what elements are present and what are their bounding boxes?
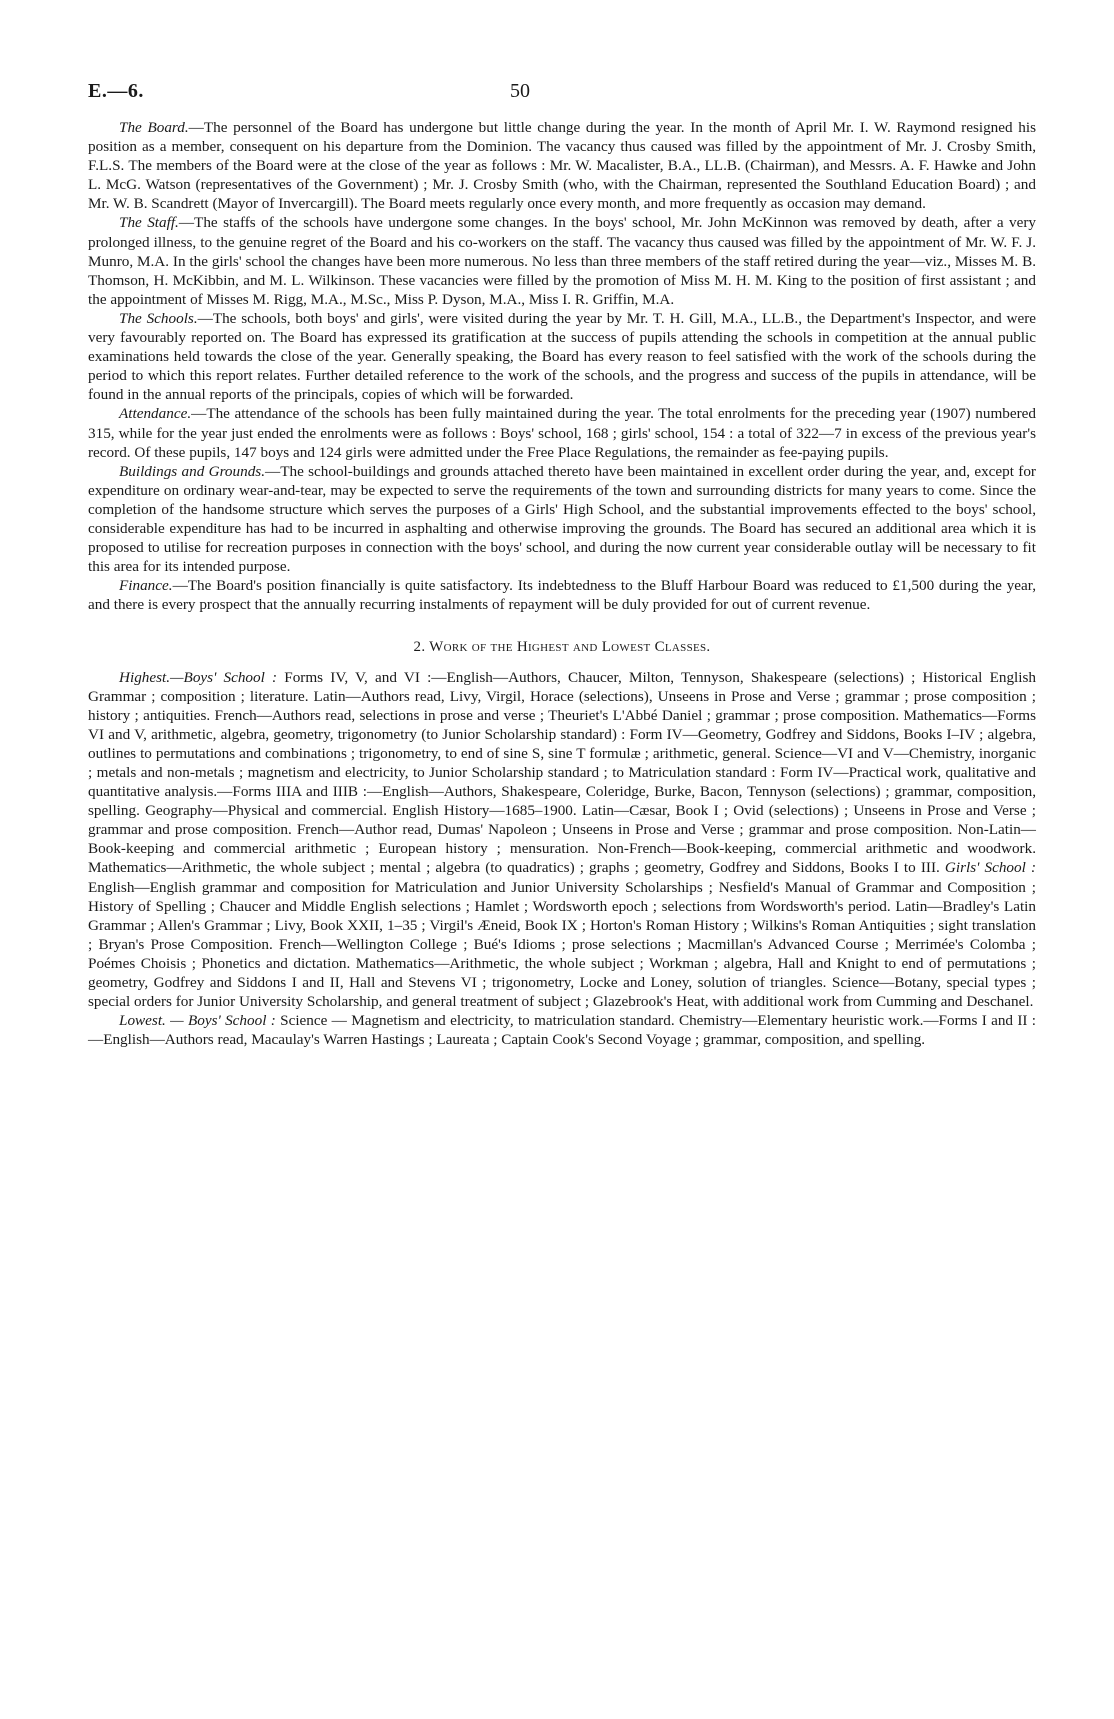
heading-attendance: Attendance. [119,405,192,423]
heading-staff: The Staff. [119,214,179,232]
paragraph-finance [88,576,1036,614]
paragraph-attendance [88,404,1036,461]
paragraph-highest [88,668,1036,1012]
heading-highest-girls: Girls' School : [944,859,1036,877]
paragraph-schools [88,309,1036,404]
text-schools: —The schools, both boys' and girls', were visited during the year by Mr. T. H. Gill, M.A., LL.B., the Department's Inspector, and were very favourably reported on. The Board has expressed its gratification at the success of pupils attending the schools in competition at the annual public examinations held towards the close of the year. Generally speaking, the Board has every reason to feel satisfied with the work of the schools during the period to which this report relates. Further detailed reference to the work of the schools, and the progress and success of the pupils in attendance, will be found in the annual reports of the principals, copies of which will be forwarded. [88,309,1037,404]
text-finance: —The Board's position financially is quite satisfactory. Its indebtedness to the Bluff Harbour Board was reduced to £1,500 during the year, and there is every prospect that the annually recurring instalments of repayment will be duly provided for out of current revenue. [88,577,1036,614]
paragraph-board [88,118,1036,213]
heading-schools: The Schools. [119,309,198,327]
text-staff: —The staffs of the schools have undergone some changes. In the boys' school, Mr. John McKinnon was removed by death, after a very prolonged illness, to the genuine regret of the Board and his co-workers on the staff. The vacancy thus caused was filled by the appointment of Mr. W. F. J. Munro, M.A. In the girls' school the changes have been more numerous. No less than three members of the staff retired during the year—viz., Misses M. B. Thomson, H. McKibbin, and M. L. Wilkinson. These vacancies were filled by the promotion of Miss M. H. M. King to the position of first assistant ; and the appointment of Misses M. Rigg, M.A., M.Sc., Miss P. Dyson, M.A., Miss I. R. Griffin, M.A. [88,214,1036,308]
paragraph-buildings [88,462,1036,577]
text-attendance: —The attendance of the schools has been fully maintained during the year. The total enrolments for the preceding year (1907) numbered 315, while for the year just ended the enrolments were as follows : Boys' school, 168 ; girls' school, 154 : a total of 322—7 in excess of the previous year's record. Of these pupils, 147 boys and 124 girls were admitted under the Free Place Regulations, the remainder as fee-paying pupils. [88,405,1036,461]
text-lowest-boys: Science — Magnetism and electricity, to matriculation standard. Chemistry—Elementary heuristic work.—Forms I and II :—English—Authors read, Macaulay's Warren Hastings ; Laureata ; Captain Cook's Second Voyage ; grammar, composition, and spelling. [88,1012,1036,1049]
heading-finance: Finance. [119,577,173,595]
document-body [88,118,1036,1049]
heading-lowest-boys: Lowest. — Boys' School : [119,1012,276,1030]
paragraph-staff [88,213,1036,308]
page-number: 50 [510,80,530,102]
heading-highest-boys: Highest.—Boys' School : [119,668,278,686]
heading-board: The Board. [119,119,189,136]
text-highest-girls: English—English grammar and composition for Matriculation and Junior University Scholarships ; Nesfield's Manual of Grammar and Composition ; History of Spelling ; Chaucer and Middle English selections ; Hamlet ; Wordsworth epoch ; selections from Wordsworth's period. Latin—Bradley's Latin Grammar ; Allen's Grammar ; Livy, Book XXII, 1–35 ; Virgil's Æneid, Book IX ; Horton's Roman History ; Wilkins's Roman Antiquities ; sight translation ; Bryan's Prose Composition. French—Wellington College ; Bué's Idioms ; prose selections ; Macmillan's Advanced Course ; Merrimée's Colomba ; Poémes Choisis ; Phonetics and dictation. Mathematics—Arithmetic, the whole subject ; Workman ; algebra, Hall and Knight to end of permutations ; geometry, Godfrey and Siddons I and II, Hall and Stevens VI ; trigonometry, Locke and Loney, solution of triangles. Science—Botany, special types ; special orders for Junior University Scholarship, and general treatment of subject ; Glazebrook's Heat, with additional work from Cumming and Deschanel. [88,878,1036,1011]
text-board: —The personnel of the Board has undergone but little change during the year. In the month of April Mr. I. W. Raymond resigned his position as a member, consequent on his departure from the Dominion. The vacancy thus caused was filled by the appointment of Mr. J. Crosby Smith, F.L.S. The members of the Board were at the close of the year as follows : Mr. W. Macalister, B.A., LL.B. (Chairman), and Messrs. A. F. Hawke and John L. McG. Watson (representatives of the Government) ; Mr. J. Crosby Smith (who, with the Chairman, represented the Southland Education Board) ; and Mr. W. B. Scandrett (Mayor of Invercargill). The Board meets regularly once every month, and more frequently as occasion may demand. [88,119,1037,213]
text-highest-boys: Forms IV, V, and VI :—English—Authors, Chaucer, Milton, Tennyson, Shakespeare (selections) ; Historical English Grammar ; composition ; literature. Latin—Authors read, Livy, Virgil, Horace (selections), Unseens in Prose and Verse ; grammar ; prose composition ; history ; antiquities. French—Authors read, selections in prose and verse ; Theuriet's L'Abbé Daniel ; grammar ; prose composition. Mathematics—Forms VI and V, arithmetic, algebra, geometry, trigonometry (to Junior Scholarship standard) : Form IV—Geometry, Godfrey and Siddons, Books I–IV ; algebra, outlines to permutations and combinations ; trigonometry, to end of sine S, sine T formulæ ; arithmetic, general. Science—VI and V—Chemistry, inorganic ; metals and non-metals ; magnetism and electricity, to Junior Scholarship standard ; to Matriculation standard : Form IV—Practical work, qualitative and quantitative analysis.—Forms IIIA and IIIB :—English—Authors, Shakespeare, Coleridge, Burke, Bacon, Tennyson (selections) ; grammar, composition, spelling. Geography—Physical and commercial. English History—1685–1900. Latin—Cæsar, Book I ; Ovid (selections) ; Unseens in Prose and Verse ; grammar and prose composition. French—Author read, Dumas' Napoleon ; Unseens in Prose and Verse ; grammar and prose composition. Non-Latin—Book-keeping and commercial arithmetic ; European history ; mensuration. Non-French—Book-keeping, commercial arithmetic and woodwork. Mathematics—Arithmetic, the whole subject ; mental ; algebra (to quadratics) ; graphs ; geometry, Godfrey and Siddons, Books I to III. [88,668,1036,877]
paragraph-lowest [88,1011,1036,1049]
section-heading-work-classes: 2. Work of the Highest and Lowest Classes. [413,639,711,656]
heading-buildings: Buildings and Grounds. [119,462,266,480]
text-buildings: —The school-buildings and grounds attached thereto have been maintained in excellent order during the year, and, except for expenditure on ordinary wear-and-tear, may be expected to serve the requirements of the town and surrounding districts for many years to come. Since the completion of the handsome structure which serves the purposes of a Girls' High School, and the substantial improvements effected to the boys' school, considerable expenditure has had to be incurred in asphalting and otherwise improving the grounds. The Board has secured an additional area which it is proposed to utilise for recreation purposes in connection with the boys' school, and during the now current year considerable outlay will be necessary to fit this area for its intended purpose. [88,462,1036,576]
page-reference: E.—6. [88,80,144,102]
page-header [88,80,1038,110]
